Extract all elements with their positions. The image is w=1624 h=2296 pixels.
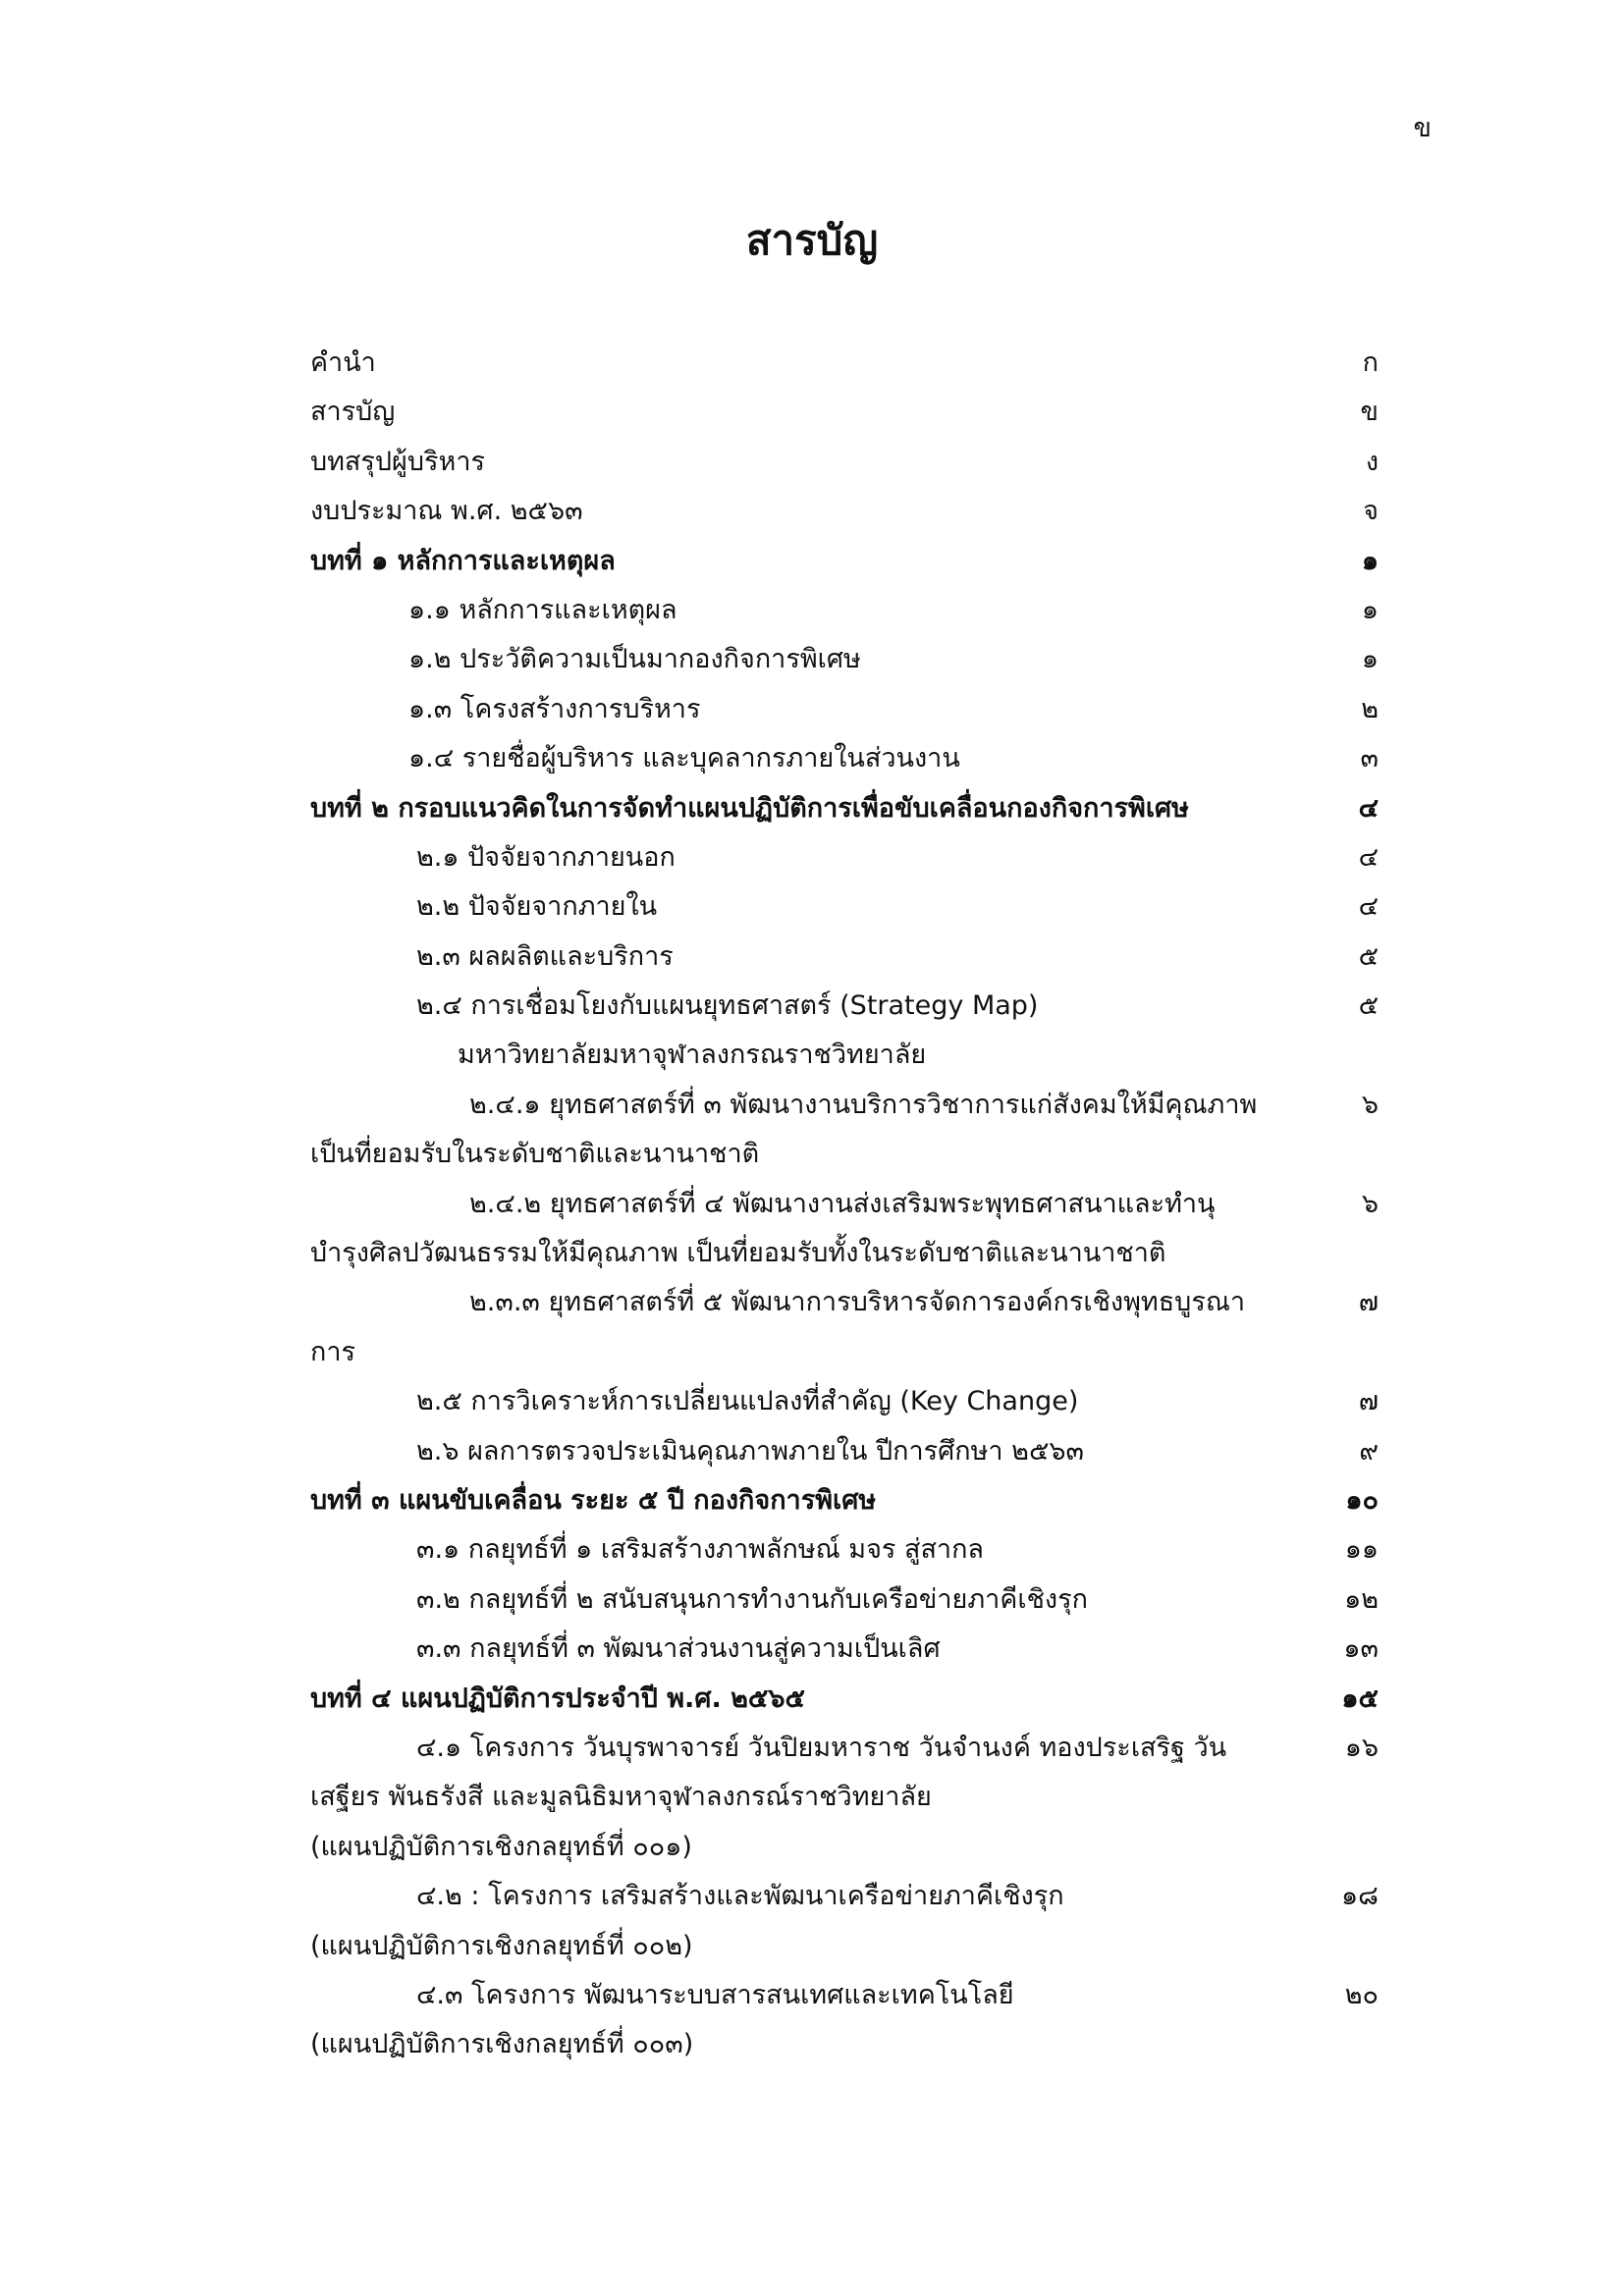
toc-entry-page: ๑๓ xyxy=(1343,1633,1379,1665)
toc-entry-text: บทที่ ๑ หลักการและเหตุผล xyxy=(310,545,616,576)
toc-entry-page: ๔ xyxy=(1358,891,1379,923)
toc-entry-text: ๒.๔ การเชื่อมโยงกับแผนยุทธศาสตร์ (Strategy Map) xyxy=(416,990,1039,1022)
toc-entry xyxy=(0,1180,1624,1229)
toc-entry-text: ๒.๓.๓ ยุทธศาสตร์ที่ ๕ พัฒนาการบริหารจัดการองค์กรเชิงพุทธบูรณา xyxy=(469,1287,1246,1318)
toc-entry-text: บำรุงศิลปวัฒนธรรมให้มีคุณภาพ เป็นที่ยอมรับทั้งในระดับชาติและนานาชาติ xyxy=(310,1238,1166,1269)
toc-entry-text: คำนำ xyxy=(310,347,376,378)
toc-entry-text: ๒.๕ การวิเคราะห์การเปลี่ยนแปลงที่สำคัญ (Key Change) xyxy=(416,1386,1079,1417)
toc-entry-text: (แผนปฏิบัติการเชิงกลยุทธ์ที่ ๐๐๒) xyxy=(310,1930,693,1961)
toc-entry-page: ๑๘ xyxy=(1341,1881,1379,1912)
toc-entry xyxy=(0,1575,1624,1625)
toc-entry xyxy=(0,438,1624,487)
toc-entry-text: ๔.๒ : โครงการ เสริมสร้างและพัฒนาเครือข่ายภาคีเชิงรุก xyxy=(416,1881,1064,1912)
table-of-contents xyxy=(0,339,1624,2070)
toc-entry-text: ๒.๔.๒ ยุทธศาสตร์ที่ ๔ พัฒนางานส่งเสริมพระพุทธศาสนาและทำนุ xyxy=(469,1188,1216,1219)
toc-entry xyxy=(0,1081,1624,1130)
toc-entry xyxy=(0,1823,1624,1872)
toc-entry-page: ๔ xyxy=(1358,841,1379,873)
toc-entry-text: บทที่ ๔ แผนปฏิบัติการประจำปี พ.ศ. ๒๕๖๕ xyxy=(310,1682,805,1714)
toc-entry-text: ๒.๖ ผลการตรวจประเมินคุณภาพภายใน ปีการศึกษา ๒๕๖๓ xyxy=(416,1435,1084,1467)
toc-entry-page: ง xyxy=(1365,446,1379,477)
toc-entry-page: ๑ xyxy=(1361,594,1379,625)
toc-entry xyxy=(0,388,1624,437)
toc-entry xyxy=(0,734,1624,783)
toc-chapter-entry xyxy=(0,1675,1624,1724)
toc-entry xyxy=(0,833,1624,882)
toc-entry-text: ๓.๒ กลยุทธ์ที่ ๒ สนับสนุนการทำงานกับเครือข่ายภาคีเชิงรุก xyxy=(416,1583,1088,1615)
toc-entry-text: ๓.๓ กลยุทธ์ที่ ๓ พัฒนาส่วนงานสู่ความเป็นเลิศ xyxy=(416,1633,941,1665)
toc-entry-text: มหาวิทยาลัยมหาจุฬาลงกรณราชวิทยาลัย xyxy=(458,1040,927,1071)
toc-entry-page: ๕ xyxy=(1358,990,1379,1022)
toc-entry xyxy=(0,1229,1624,1278)
toc-entry-page: ๖ xyxy=(1361,1089,1379,1120)
toc-entry-page: ๑๐ xyxy=(1345,1484,1379,1516)
toc-entry xyxy=(0,1971,1624,2020)
toc-entry xyxy=(0,2020,1624,2069)
toc-entry-text: ๑.๓ โครงสร้างการบริหาร xyxy=(408,693,701,724)
toc-entry xyxy=(0,882,1624,932)
toc-entry xyxy=(0,685,1624,734)
toc-entry xyxy=(0,982,1624,1031)
page-number: ข xyxy=(1413,113,1432,143)
toc-entry-text: บทที่ ๓ แผนขับเคลื่อน ระยะ ๕ ปี กองกิจการพิเศษ xyxy=(310,1484,877,1516)
toc-entry-text: (แผนปฏิบัติการเชิงกลยุทธ์ที่ ๐๐๓) xyxy=(310,2029,694,2060)
toc-entry-text: ๓.๑ กลยุทธ์ที่ ๑ เสริมสร้างภาพลักษณ์ มจร สู่สากล xyxy=(416,1534,984,1566)
toc-entry xyxy=(0,339,1624,388)
toc-entry-text: (แผนปฏิบัติการเชิงกลยุทธ์ที่ ๐๐๑) xyxy=(310,1831,692,1862)
toc-entry xyxy=(0,1922,1624,1971)
toc-entry xyxy=(0,1031,1624,1080)
toc-entry xyxy=(0,1724,1624,1773)
toc-entry-text: เสฐียร พันธรังสี และมูลนิธิมหาจุฬาลงกรณ์ราชวิทยาลัย xyxy=(310,1782,932,1813)
toc-entry-text: ๑.๒ ประวัติความเป็นมากองกิจการพิเศษ xyxy=(408,644,861,675)
toc-entry xyxy=(0,1625,1624,1674)
toc-entry-page: ๑ xyxy=(1361,545,1379,576)
toc-entry-page: ๒ xyxy=(1361,693,1379,724)
toc-entry-text: ๔.๑ โครงการ วันบุรพาจารย์ วันปิยมหาราช วันจำนงค์ ทองประเสริฐ วัน xyxy=(416,1732,1227,1763)
toc-entry-text: ๔.๓ โครงการ พัฒนาระบบสารสนเทศและเทคโนโลยี xyxy=(416,1979,1014,2010)
toc-entry-text: การ xyxy=(310,1336,356,1367)
toc-entry-text: ๒.๓ ผลผลิตและบริการ xyxy=(416,940,674,972)
toc-chapter-entry xyxy=(0,537,1624,586)
toc-entry-page: ๑๒ xyxy=(1344,1583,1379,1615)
toc-entry-page: ๑๖ xyxy=(1344,1732,1379,1763)
toc-chapter-entry xyxy=(0,784,1624,833)
toc-entry-page: ก xyxy=(1362,347,1379,378)
toc-entry-text: บทที่ ๒ กรอบแนวคิดในการจัดทำแผนปฏิบัติการเพื่อขับเคลื่อนกองกิจการพิเศษ xyxy=(310,792,1189,824)
toc-entry xyxy=(0,1328,1624,1377)
toc-entry-page: ๗ xyxy=(1358,1287,1379,1318)
toc-entry-page: ๕ xyxy=(1358,940,1379,972)
toc-entry-text: ๑.๑ หลักการและเหตุผล xyxy=(408,594,677,625)
toc-entry-page: ๙ xyxy=(1359,1435,1379,1467)
toc-entry-text: งบประมาณ พ.ศ. ๒๕๖๓ xyxy=(310,496,583,527)
toc-entry-text: ๒.๑ ปัจจัยจากภายนอก xyxy=(416,841,676,873)
toc-entry-text: สารบัญ xyxy=(310,397,396,428)
toc-entry-page: ๑ xyxy=(1361,644,1379,675)
toc-entry xyxy=(0,487,1624,536)
toc-entry-text: บทสรุปผู้บริหาร xyxy=(310,446,485,477)
toc-entry-page: ๗ xyxy=(1358,1386,1379,1417)
toc-entry xyxy=(0,933,1624,982)
toc-entry-text: ๒.๒ ปัจจัยจากภายใน xyxy=(416,891,658,923)
toc-entry-page: ๑๑ xyxy=(1344,1534,1379,1566)
toc-entry-page: จ xyxy=(1363,496,1379,527)
toc-entry xyxy=(0,1872,1624,1921)
toc-entry xyxy=(0,586,1624,635)
toc-entry xyxy=(0,1427,1624,1476)
toc-entry-page: ๔ xyxy=(1358,792,1379,824)
toc-entry-text: เป็นที่ยอมรับในระดับชาติและนานาชาติ xyxy=(310,1139,760,1170)
toc-entry-page: ๖ xyxy=(1361,1188,1379,1219)
toc-entry xyxy=(0,1773,1624,1822)
toc-entry-page: ข xyxy=(1360,397,1379,428)
page-title: สารบัญ xyxy=(745,216,879,264)
toc-entry xyxy=(0,1525,1624,1575)
toc-entry-page: ๑๕ xyxy=(1341,1682,1379,1714)
toc-entry xyxy=(0,1377,1624,1426)
toc-entry xyxy=(0,1278,1624,1327)
toc-entry-text: ๑.๔ รายชื่อผู้บริหาร และบุคลากรภายในส่วนงาน xyxy=(408,743,960,774)
toc-entry-text: ๒.๔.๑ ยุทธศาสตร์ที่ ๓ พัฒนางานบริการวิชาการแก่สังคมให้มีคุณภาพ xyxy=(469,1089,1258,1120)
toc-entry-page: ๓ xyxy=(1360,743,1379,774)
toc-entry-page: ๒๐ xyxy=(1344,1979,1379,2010)
toc-entry xyxy=(0,635,1624,684)
toc-entry xyxy=(0,1130,1624,1179)
toc-chapter-entry xyxy=(0,1476,1624,1525)
